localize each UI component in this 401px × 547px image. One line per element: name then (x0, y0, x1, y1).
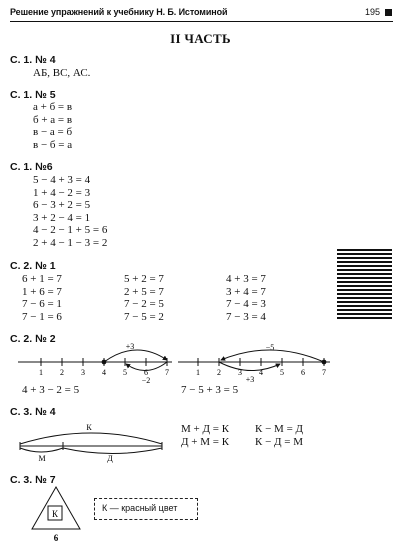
s1-4-answer: АБ, ВС, АС. (33, 67, 91, 79)
section-heading-s3-7: С. 3. № 7 (10, 474, 56, 486)
tick-label: 3 (238, 368, 242, 377)
equation-line: 7 − 1 = 6 (22, 310, 62, 323)
equation-line: К − Д = М (255, 435, 304, 448)
s1-5-equations (33, 101, 72, 151)
part2-brace-arc (63, 448, 162, 454)
equation-line: в − а = б (33, 126, 73, 138)
part-title: II ЧАСТЬ (170, 31, 231, 46)
tick-label: 4 (259, 368, 263, 377)
triangle-shape (32, 487, 80, 529)
s2-2-left-equation: 4 + 3 − 2 = 5 (22, 384, 80, 396)
tick-label: 5 (280, 368, 284, 377)
equation-line: 7 − 6 = 1 (22, 298, 62, 310)
equation-line: 3 + 2 − 4 = 1 (33, 211, 91, 224)
equation-line: 2 + 4 − 1 − 3 = 2 (33, 236, 108, 249)
equation-line: 1 + 6 = 7 (22, 285, 62, 298)
equation-line: 1 + 4 − 2 = 3 (33, 186, 91, 199)
equation-line: 2 + 5 = 7 (124, 285, 164, 298)
tick-label: 5 (123, 368, 127, 377)
triangle-number: 6 (53, 533, 59, 543)
s3-4-equations-col-2 (255, 423, 303, 448)
tick-label: 1 (39, 368, 43, 377)
tick-label: 6 (144, 368, 148, 377)
segment-diagram (0, 416, 180, 466)
header-title: Решение упражнений к учебнику Н. Б. Истоминой (10, 7, 228, 17)
square-label: К (51, 509, 59, 519)
equation-line: 4 − 2 − 1 + 5 = 6 (33, 224, 108, 236)
s1-6-equations (33, 174, 107, 249)
tick-label: 3 (81, 368, 85, 377)
section-heading-s3-4: С. 3. № 4 (10, 406, 56, 418)
s2-1-column-1 (22, 273, 62, 323)
s2-1-column-2 (124, 273, 164, 323)
page-number: 195 (364, 7, 380, 17)
tick-label: 6 (301, 368, 305, 377)
arc-bottom-label: −2 (141, 376, 151, 385)
tick-label: 2 (217, 368, 221, 377)
s2-2-right-equation: 7 − 5 + 3 = 5 (181, 384, 239, 396)
page-marker-square (385, 9, 392, 16)
equation-line: в − б = а (33, 138, 73, 151)
equation-line: М + Д = К (181, 423, 230, 435)
equation-line: 6 − 3 + 2 = 5 (33, 199, 91, 211)
part1-brace-arc (20, 448, 63, 452)
equation-line: б + а = в (33, 113, 73, 126)
section-heading-s1-5: С. 1. № 5 (10, 89, 56, 101)
equation-line: К − М = Д (255, 423, 304, 435)
equation-line: 3 + 4 = 7 (226, 285, 266, 298)
equation-line: 7 − 4 = 3 (226, 298, 266, 310)
tick-label: 7 (165, 368, 169, 377)
s2-1-column-3 (226, 273, 266, 323)
arc-bottom-label: +3 (245, 375, 255, 384)
number-line-right (0, 340, 401, 390)
s3-4-equations-col-1 (181, 423, 229, 448)
section-heading-s2-1: С. 2. № 1 (10, 260, 56, 272)
margin-stripe-tab (337, 249, 392, 320)
section-heading-s1-4: С. 1. № 4 (10, 54, 56, 66)
section-heading-s1-6: С. 1. №6 (10, 161, 53, 173)
equation-line: 6 + 1 = 7 (22, 273, 62, 285)
equation-line: 7 − 3 = 4 (226, 310, 266, 323)
whole-brace-arc (20, 433, 162, 444)
equation-line: 7 − 5 = 2 (124, 310, 164, 323)
section-heading-s2-2: С. 2. № 2 (10, 333, 56, 345)
color-legend-box (94, 498, 198, 520)
equation-line: а + б = в (33, 101, 73, 113)
arc-top-label: +3 (125, 342, 135, 351)
equation-line: 4 + 3 = 7 (226, 273, 266, 285)
equation-line: Д + М = К (181, 435, 230, 448)
tick-label: 4 (102, 368, 106, 377)
arc-forward (219, 362, 280, 371)
equation-line: 5 + 2 = 7 (124, 273, 164, 285)
running-header (10, 9, 393, 22)
tick-label: 2 (60, 368, 64, 377)
part2-label: Д (107, 454, 113, 463)
tick-label: 7 (322, 368, 326, 377)
legend-text: К — красный цвет (102, 503, 178, 513)
triangle-figure (30, 485, 86, 545)
equation-line: 7 − 2 = 5 (124, 298, 164, 310)
equation-line: 5 − 4 + 3 = 4 (33, 174, 91, 186)
whole-label: К (86, 423, 92, 432)
tick-label: 1 (196, 368, 200, 377)
arc-top-label: −5 (265, 343, 275, 352)
part1-label: М (38, 454, 46, 463)
